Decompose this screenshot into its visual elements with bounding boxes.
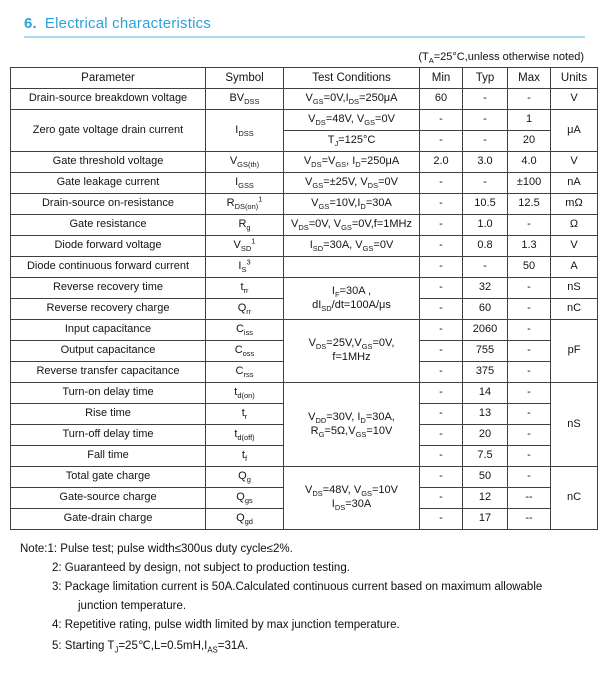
typ-cell: - [463,173,508,194]
units-cell: nS [551,278,598,299]
max-cell: - [508,278,551,299]
cond-cell: $T_J=125^\circ C$ [284,131,420,152]
min-cell: - [420,236,463,257]
symbol-cell: $C_{rss}$ [206,362,284,383]
typ-cell: 7.5 [463,446,508,467]
max-cell: - [508,404,551,425]
table-header-row [11,68,598,89]
symbol-cell: $I_S^3$ [206,257,284,278]
cond-cell: $V_{DS}=48V$, $V_{GS}=0V$ [284,110,420,131]
param-cell: Output capacitance [11,341,206,362]
symbol-cell: $BV_{DSS}$ [206,89,284,110]
min-cell: - [420,299,463,320]
max-cell: - [508,89,551,110]
electrical-characteristics-table [10,67,598,530]
typ-cell: - [463,89,508,110]
max-cell: 50 [508,257,551,278]
max-cell: - [508,215,551,236]
param-cell: Gate-drain charge [11,509,206,530]
note-line-4: 4: Repetitive rating, pulse width limited by max junction temperature. [52,619,400,631]
table-row [11,110,598,131]
table-row [11,467,598,488]
param-cell: Drain-source on-resistance [11,194,206,215]
symbol-cell: $Q_{gd}$ [206,509,284,530]
param-cell: Diode continuous forward current [11,257,206,278]
units-cell: nA [551,173,598,194]
symbol-cell: $t_{d(on)}$ [206,383,284,404]
symbol-cell: $V_{SD}^1$ [206,236,284,257]
typ-cell: 2060 [463,320,508,341]
cond-cell: $V_{DS}=25V,V_{GS}=0V$, f=1MHz [284,320,420,383]
cond-cell: $V_{DS}=0V$, $V_{GS}=0V,f=1MHz$ [284,215,420,236]
cond-cell: $V_{GS}=0V,I_{DS}=250\mu A$ [284,89,420,110]
symbol-cell: $t_{d(off)}$ [206,425,284,446]
column-header-test-conditions: Test Conditions [284,68,420,89]
min-cell: - [420,320,463,341]
column-header-typ: Typ [463,68,508,89]
symbol-cell: $I_{GSS}$ [206,173,284,194]
max-cell: 4.0 [508,152,551,173]
typ-cell: 13 [463,404,508,425]
min-cell: - [420,257,463,278]
units-cell: Ω [551,215,598,236]
units-cell: V [551,152,598,173]
param-cell: Reverse recovery time [11,278,206,299]
max-cell: - [508,320,551,341]
column-header-units: Units [551,68,598,89]
min-cell: - [420,194,463,215]
symbol-cell: $Q_{gs}$ [206,488,284,509]
min-cell: - [420,173,463,194]
table-row [11,278,598,299]
max-cell: - [508,467,551,488]
units-cell: μA [551,110,598,152]
cond-cell: $V_{GS}=10V,I_D=30A$ [284,194,420,215]
max-cell: 20 [508,131,551,152]
min-cell: - [420,278,463,299]
symbol-cell: $Q_{rr}$ [206,299,284,320]
typ-cell: 0.8 [463,236,508,257]
table-row [11,236,598,257]
max-cell: 1 [508,110,551,131]
typ-cell: - [463,131,508,152]
column-header-min: Min [420,68,463,89]
typ-cell: - [463,257,508,278]
units-cell: mΩ [551,194,598,215]
table-row [11,215,598,236]
min-cell: - [420,509,463,530]
symbol-cell: $t_r$ [206,404,284,425]
cond-cell [284,257,420,278]
max-cell: - [508,383,551,404]
units-cell: V [551,89,598,110]
min-cell: - [420,404,463,425]
param-cell: Diode forward voltage [11,236,206,257]
typ-cell: 12 [463,488,508,509]
param-cell: Reverse recovery charge [11,299,206,320]
table-row [11,320,598,341]
min-cell: - [420,341,463,362]
max-cell: - [508,341,551,362]
units-cell: V [551,236,598,257]
min-cell: - [420,446,463,467]
cond-cell: $I_F=30A$ , $dI_{SD}/dt=100A/\mu s$ [284,278,420,320]
note-line-2: 2: Guaranteed by design, not subject to production testing. [52,562,350,574]
table-row [11,89,598,110]
symbol-cell: $I_{DSS}$ [206,110,284,152]
typ-cell: 32 [463,278,508,299]
typ-cell: 20 [463,425,508,446]
cond-cell: $I_{SD}=30A$, $V_{GS}=0V$ [284,236,420,257]
table-row [11,194,598,215]
symbol-cell: $R_{DS(on)}^1$ [206,194,284,215]
max-cell: -- [508,509,551,530]
symbol-cell: $Q_g$ [206,467,284,488]
note-line-3: 3: Package limitation current is 50A.Calculated continuous current based on maximum allowable [52,581,543,593]
min-cell: - [420,110,463,131]
column-header-max: Max [508,68,551,89]
section-number: 6. [24,15,37,32]
param-cell: Turn-on delay time [11,383,206,404]
param-cell: Gate leakage current [11,173,206,194]
min-cell: 60 [420,89,463,110]
min-cell: - [420,425,463,446]
max-cell: ±100 [508,173,551,194]
max-cell: 1.3 [508,236,551,257]
min-cell: - [420,467,463,488]
units-cell: nC [551,467,598,530]
typ-cell: 375 [463,362,508,383]
min-cell: 2.0 [420,152,463,173]
max-cell: - [508,362,551,383]
symbol-cell: $t_f$ [206,446,284,467]
param-cell: Fall time [11,446,206,467]
typ-cell: 17 [463,509,508,530]
param-cell: Gate threshold voltage [11,152,206,173]
typ-cell: 3.0 [463,152,508,173]
typ-cell: 1.0 [463,215,508,236]
param-cell: Rise time [11,404,206,425]
max-cell: - [508,299,551,320]
units-cell: nC [551,299,598,320]
param-cell: Reverse transfer capacitance [11,362,206,383]
section-title-text: Electrical characteristics [44,15,211,32]
table-row [11,257,598,278]
cond-cell: $V_{GS}=\pm 25V$, $V_{DS}=0V$ [284,173,420,194]
max-cell: - [508,425,551,446]
min-cell: - [420,131,463,152]
symbol-cell: $V_{GS(th)}$ [206,152,284,173]
condition-note: ($T_A=25^\circ C,unless$ otherwise noted) [418,51,584,66]
typ-cell: 755 [463,341,508,362]
min-cell: - [420,383,463,404]
max-cell: 12.5 [508,194,551,215]
typ-cell: 60 [463,299,508,320]
param-cell: Input capacitance [11,320,206,341]
note-line-5: 5: Starting $T_J=25℃,L=0.5mH,I_{AS}=31A$. [52,640,249,655]
symbol-cell: $C_{oss}$ [206,341,284,362]
param-cell: Gate resistance [11,215,206,236]
cond-cell: $V_{DS}=48V$, $V_{GS}=10V$ $I_{DS}=30A$ [284,467,420,530]
typ-cell: 50 [463,467,508,488]
note-line-3-continued: junction temperature. [78,600,187,612]
notes-section [20,543,542,659]
param-cell: Gate-source charge [11,488,206,509]
symbol-cell: $t_{rr}$ [206,278,284,299]
param-cell: Total gate charge [11,467,206,488]
max-cell: - [508,446,551,467]
min-cell: - [420,488,463,509]
column-header-parameter: Parameter [11,68,206,89]
param-cell: Turn-off delay time [11,425,206,446]
units-cell: pF [551,320,598,383]
symbol-cell: $R_g$ [206,215,284,236]
units-cell: A [551,257,598,278]
cond-cell: $V_{DD}=30V$, $I_D=30A$, $R_G=5\Omega,V_{GS}=10V$ [284,383,420,467]
section-title [24,15,585,38]
min-cell: - [420,362,463,383]
units-cell: nS [551,383,598,467]
table-row [11,152,598,173]
typ-cell: 10.5 [463,194,508,215]
typ-cell: - [463,110,508,131]
max-cell: -- [508,488,551,509]
note-line-1: Note:1: Pulse test; pulse width≤300us duty cycle≤2%. [20,543,293,555]
min-cell: - [420,215,463,236]
param-cell: Zero gate voltage drain current [11,110,206,152]
param-cell: Drain-source breakdown voltage [11,89,206,110]
symbol-cell: $C_{iss}$ [206,320,284,341]
table-row [11,173,598,194]
cond-cell: $V_{DS}=V_{GS}$, $I_D=250\mu A$ [284,152,420,173]
typ-cell: 14 [463,383,508,404]
table-row [11,383,598,404]
column-header-symbol: Symbol [206,68,284,89]
